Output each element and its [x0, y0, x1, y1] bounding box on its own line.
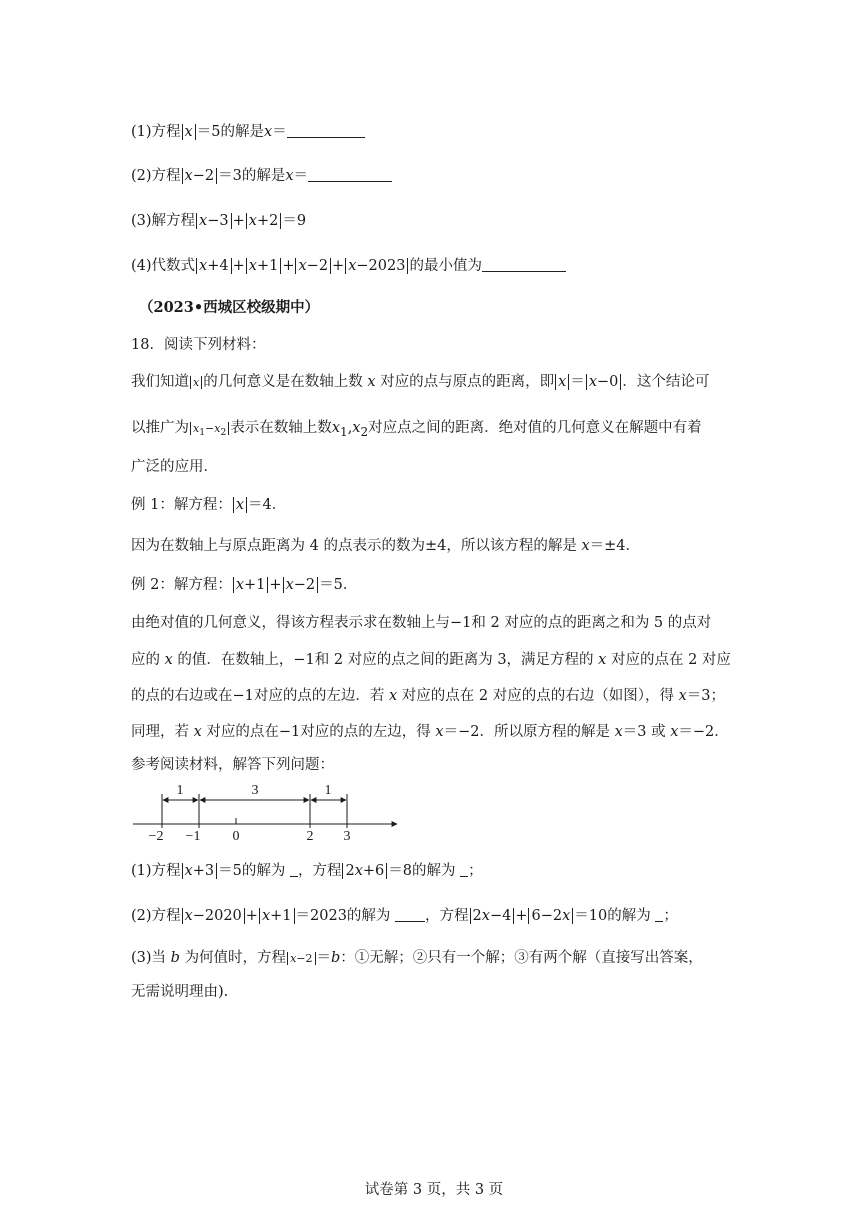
sub-question-2: (2)方程 x−2020 + x+1 ＝2023的解为 ，方程 2x−4 + 6−2x ＝10的解为 ；: [131, 908, 678, 924]
source-tag: （2023•西城区校级期中）: [139, 299, 320, 316]
intro-line-3: 广泛的应用．: [131, 459, 218, 475]
segment-label-2: 3: [251, 783, 259, 798]
example-1: 例 1：解方程： x ＝4．: [131, 497, 287, 513]
segment-label-3: 1: [324, 783, 332, 798]
example-2-text-3: 的点的右边或在−1对应的点的左边．若 x 对应的点在 2 对应的点的右边（如图），得 x＝3；: [131, 688, 726, 704]
intro-line-2: 以推广为 $x_1-x_2$ 表示在数轴上数$x_1,x_2$对应点之间的距离．绝对值的几何意义在解题中有着: [131, 420, 702, 439]
sub-question-1: (1)方程 x+3 ＝5的解为 ，方程 2x+6 ＝8的解为 ；: [131, 863, 483, 879]
q-part-3: (3)解方程 x−3 + x+2 ＝9: [131, 213, 307, 229]
intro-line-1: 我们知道 x 的几何意义是在数轴上数 x 对应的点与原点的距离，即 x ＝ x−0 ．这个结论可: [131, 374, 710, 390]
tick-label-minus-2: −2: [148, 829, 164, 844]
q-part-2: (2)方程 x−2 ＝3的解是x＝: [131, 164, 392, 185]
q-part-1: (1)方程 x ＝5的解是x＝: [131, 120, 365, 141]
q-part-4: (4)代数式 x+4 + x+1 + x−2 + x−2023 的最小值为: [131, 254, 566, 275]
number-line-diagram: [125, 778, 415, 844]
answer-blank[interactable]: [460, 876, 468, 877]
tick-label-2: 2: [306, 829, 314, 844]
question-18-heading: 18．阅读下列材料：: [131, 337, 266, 353]
answer-blank[interactable]: [655, 921, 663, 922]
page-footer: 试卷第 3 页，共 3 页: [364, 1182, 504, 1198]
answer-blank[interactable]: [395, 921, 425, 922]
answer-blank[interactable]: [482, 271, 566, 272]
example-2-text-2: 应的 x 的值．在数轴上，−1和 2 对应的点之间的距离为 3，满足方程的 x 对应的点在 2 对应: [131, 652, 731, 668]
answer-blank[interactable]: [287, 137, 365, 138]
answer-blank[interactable]: [308, 181, 392, 182]
example-2-text-4: 同理，若 x 对应的点在−1对应的点的左边，得 x＝−2．所以原方程的解是 x＝3 或 x＝−2．: [131, 724, 729, 740]
segment-label-1: 1: [176, 783, 184, 798]
reference-instruction: 参考阅读材料，解答下列问题：: [131, 757, 334, 773]
example-2-text-1: 由绝对值的几何意义，得该方程表示求在数轴上与−1和 2 对应的点的距离之和为 5 的点对: [131, 615, 712, 631]
tick-label-minus-1: −1: [185, 829, 201, 844]
example-2: 例 2：解方程： x+1 + x−2 ＝5．: [131, 577, 358, 593]
tick-label-0: 0: [232, 829, 240, 844]
example-1-explanation: 因为在数轴上与原点距离为 4 的点表示的数为±4，所以该方程的解是 x＝±4．: [131, 538, 640, 554]
tick-label-3: 3: [343, 829, 351, 844]
sub-question-3: (3)当 b 为何值时，方程 x−2 ＝b：①无解；②只有一个解；③有两个解（直接写出答案，: [131, 950, 703, 966]
sub-question-3-cont: 无需说明理由).: [131, 984, 229, 1000]
answer-blank[interactable]: [290, 876, 298, 877]
